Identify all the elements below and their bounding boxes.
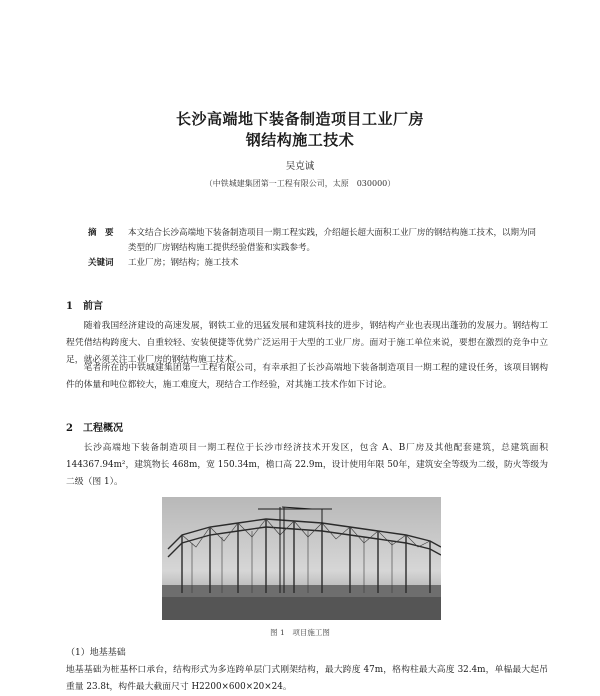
abstract-block	[88, 226, 543, 271]
keywords-text: 工业厂房；钢结构；施工技术	[128, 258, 239, 268]
keywords-label: 关键词	[88, 258, 114, 268]
abstract-text: 本文结合长沙高端地下装备制造项目一期工程实践，介绍超长超大面积工业厂房的钢结构施工技术，以期为同类型的厂房钢结构施工提供经验借鉴和实践参考。	[128, 228, 537, 253]
preface-paragraph-1: 随着我国经济建设的高速发展，钢铁工业的迅猛发展和建筑科技的进步，钢结构产业也表现出蓬勃的发展力。钢结构工程凭借结构跨度大、自重较轻、安装便捷等优势广泛运用于大型的工业厂房。面对于施工单位来说，要想在激烈的竞争中立足，就必须关注工业厂房的钢结构施工技术。	[66, 321, 548, 365]
construction-site-photo	[162, 497, 441, 620]
abstract-row	[88, 226, 543, 256]
subsection-heading-foundation: （1）地基基础	[66, 648, 126, 658]
foundation-paragraph: 地基基础为桩基杯口承台，结构形式为多连跨单层门式刚架结构，最大跨度 47m，格构柱最大高度 32.4m，单榀最大起吊重量 23.8t，构件最大截面尺寸 H2200×600×20×24。	[66, 665, 548, 692]
overview-paragraph: 长沙高端地下装备制造项目一期工程位于长沙市经济技术开发区，包含 A、B厂房及其他配套建筑，总建筑面积 144367.94m²，建筑物长 468m，宽 150.34m，檐口高 22.9m，设计使用年限 50年，建筑安全等级为二级，防火等级为二级（图 1）。	[66, 443, 548, 487]
steel-frame-illustration	[162, 497, 441, 620]
figure-caption: 图 1 项目施工图	[270, 628, 330, 637]
preface-paragraph-2: 笔者所在的中铁城建集团第一工程有限公司，有幸承担了长沙高端地下装备制造项目一期工程的建设任务，该项目钢构件的体量和吨位都较大，施工难度大，现结合工作经验，对其施工技术作如下讨论。	[66, 363, 548, 390]
paper-title-line2: 钢结构施工技术	[245, 131, 355, 149]
section-heading-preface: 1 前言	[66, 301, 103, 312]
paper-title-line1: 长沙高端地下装备制造项目工业厂房	[175, 110, 424, 128]
author-name: 吴克诚	[285, 161, 315, 172]
author-affiliation: （中铁城建集团第一工程有限公司，太原 030000）	[204, 179, 396, 188]
keywords-row	[88, 256, 543, 271]
abstract-label: 摘 要	[88, 228, 114, 238]
section-heading-overview: 2 工程概况	[66, 423, 123, 434]
